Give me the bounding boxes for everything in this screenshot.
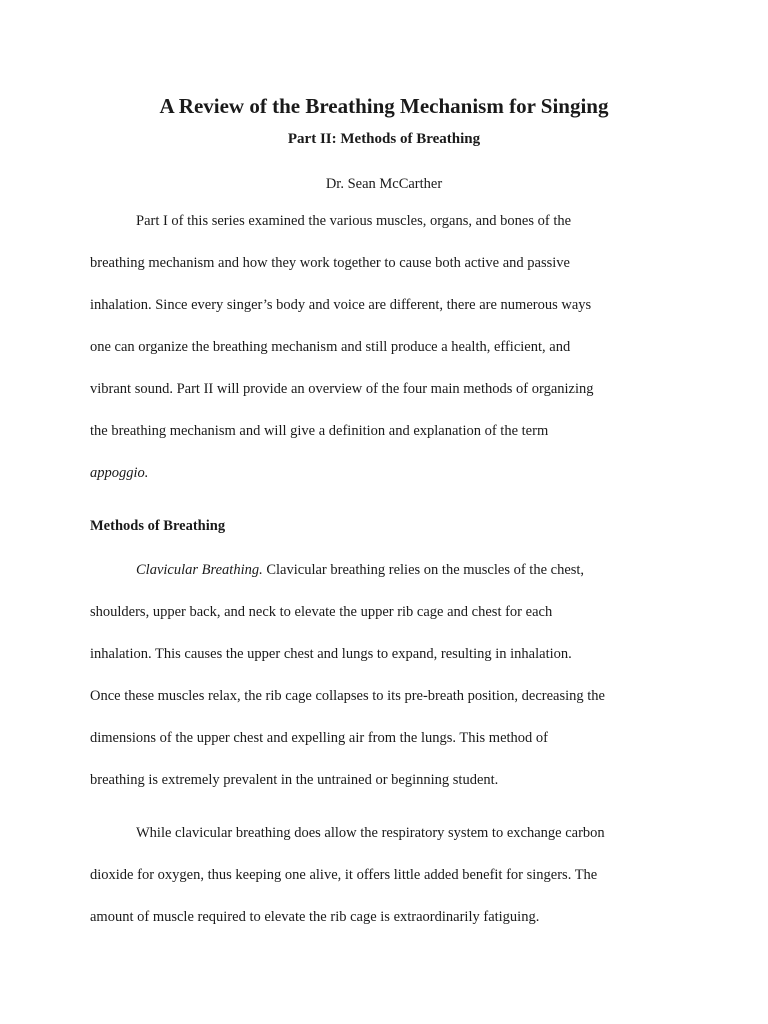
- text-fragment: Clavicular breathing relies on the muscles of the chest,: [262, 562, 585, 578]
- clavicular-term: Clavicular Breathing.: [136, 562, 263, 578]
- appoggio-term: appoggio.: [90, 465, 149, 481]
- text-line: dioxide for oxygen, thus keeping one alive, it offers little added benefit for singers. The: [90, 867, 598, 883]
- text-line: Part I of this series examined the various muscles, organs, and bones of the: [136, 213, 572, 229]
- document-subtitle: Part II: Methods of Breathing: [287, 131, 481, 147]
- clavicular-paragraph: [90, 549, 690, 801]
- text-line: breathing is extremely prevalent in the untrained or beginning student.: [90, 772, 499, 788]
- document-title: A Review of the Breathing Mechanism for Singing: [159, 94, 609, 118]
- text-line: inhalation. Since every singer’s body and voice are different, there are numerous ways: [90, 297, 592, 313]
- text-line: breathing mechanism and how they work together to cause both active and passive: [90, 255, 570, 271]
- text-line: one can organize the breathing mechanism and still produce a health, efficient, and: [90, 339, 571, 355]
- text-line: dimensions of the upper chest and expelling air from the lungs. This method of: [90, 730, 549, 746]
- section-heading: Methods of Breathing: [90, 518, 226, 534]
- text-line: vibrant sound. Part II will provide an overview of the four main methods of organizing: [90, 381, 594, 397]
- text-line: the breathing mechanism and will give a definition and explanation of the term: [90, 423, 549, 439]
- text-line: [90, 452, 690, 494]
- text-line: shoulders, upper back, and neck to elevate the upper rib cage and chest for each: [90, 604, 553, 620]
- intro-paragraph: [90, 200, 690, 494]
- text-line: inhalation. This causes the upper chest and lungs to expand, resulting in inhalation.: [90, 646, 572, 662]
- text-line: Once these muscles relax, the rib cage collapses to its pre-breath position, decreasing the: [90, 688, 605, 704]
- author-name: Dr. Sean McCarther: [325, 176, 443, 192]
- text-line: amount of muscle required to elevate the rib cage is extraordinarily fatiguing.: [90, 909, 540, 925]
- clavicular-benefit-paragraph: [90, 812, 690, 938]
- text-line: [90, 549, 690, 591]
- text-line: While clavicular breathing does allow the respiratory system to exchange carbon: [136, 825, 605, 841]
